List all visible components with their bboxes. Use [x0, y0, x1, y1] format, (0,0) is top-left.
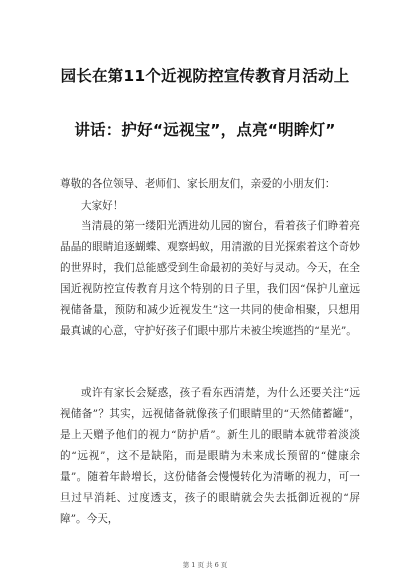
document-title-line-1: 园长在第11个近视防控宣传教育月活动上: [60, 67, 350, 85]
greeting: 大家好！: [81, 200, 124, 212]
body-paragraph-2: 或许有家长会疑惑，孩子看东西清楚，为什么还要关注“远视储备”？其实，远视储备就像孩子们眼睛里的“天然储蓄罐”，是上天赠予他们的视力“防护盾”。新生儿的眼睛本就带着淡淡的“远视”，这不是缺陷，而是眼睛为未来成长预留的“健康余量”。随着年龄增长，这份储备会慢慢转化为清晰的视力，可一旦过早消耗、过度透支，孩子的眼睛就会失去抵御近视的“屏障”。今天，: [60, 387, 360, 525]
page-footer: 第 1 页 共 6 页: [182, 561, 228, 569]
salutation: 尊敬的各位领导、老师们、家长朋友们，亲爱的小朋友们：: [60, 178, 336, 190]
body-paragraph-1: 当清晨的第一缕阳光洒进幼儿园的窗台，看着孩子们睁着亮晶晶的眼睛追逐蝴蝶、观察蚂蚁，用清澈的目光探索着这个奇妙的世界时，我们总能感受到生命最初的美好与灵动。今天，在全国近视防控宣传教育月这个特别的日子里，我们因“保护儿童远视储备量，预防和减少近视发生”这一共同的使命相聚，只想用最真诚的心意，守护好孩子们眼中那片未被尘埃遮挡的“星光”。: [60, 220, 360, 337]
document-title-line-2: 讲话：护好“远视宝”，点亮“明眸灯”: [74, 121, 336, 139]
